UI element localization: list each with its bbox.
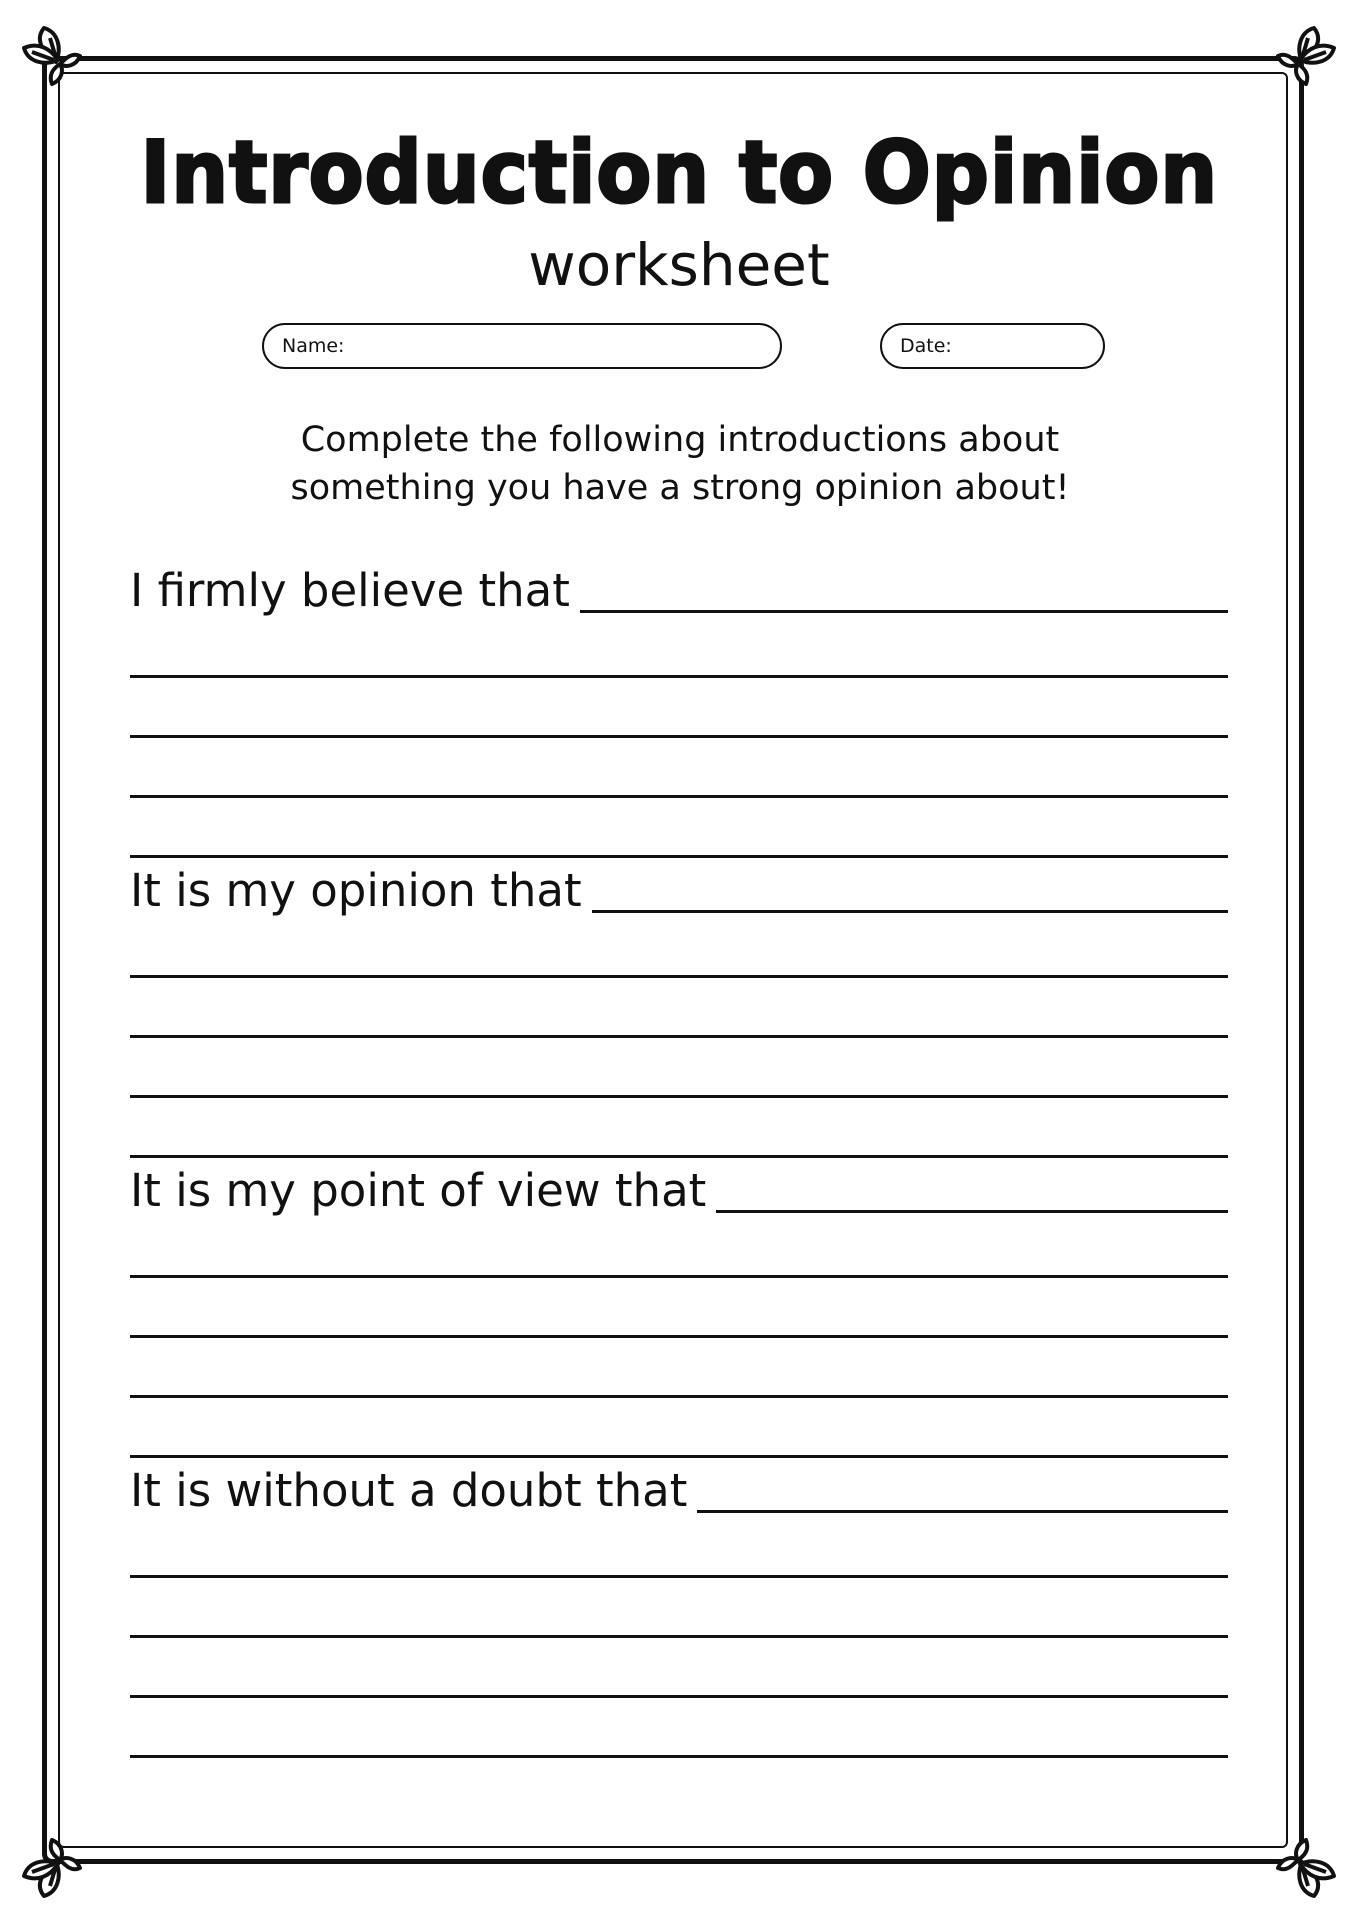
page-title-text: Introduction to Opinion [140, 123, 1218, 223]
date-field[interactable] [880, 323, 1105, 369]
instructions-line-2: something you have a strong opinion about! [290, 468, 1070, 508]
leaf-corner-icon [14, 18, 104, 108]
leaf-corner-icon [14, 1816, 104, 1906]
writing-line[interactable] [130, 1275, 1228, 1278]
prompt-label-3: It is my point of view that [130, 1168, 716, 1213]
writing-line[interactable] [130, 675, 1228, 678]
writing-line[interactable] [130, 795, 1228, 798]
writing-line[interactable] [130, 1155, 1228, 1158]
writing-line[interactable] [130, 1755, 1228, 1758]
name-field[interactable] [262, 323, 782, 369]
prompt-row-4[interactable] [130, 1465, 1228, 1525]
writing-line[interactable] [130, 975, 1228, 978]
prompt-row-3[interactable] [130, 1165, 1228, 1225]
writing-line[interactable] [130, 1035, 1228, 1038]
instructions [180, 416, 1180, 512]
page-title [0, 123, 1358, 223]
name-label: Name: [282, 335, 345, 357]
prompt-label-1: I firmly believe that [130, 568, 580, 613]
prompt-label-2: It is my opinion that [130, 868, 592, 913]
date-label: Date: [900, 335, 952, 357]
writing-line[interactable] [130, 1335, 1228, 1338]
writing-line[interactable] [130, 1695, 1228, 1698]
page-subtitle: worksheet [528, 231, 830, 299]
writing-line[interactable] [130, 855, 1228, 858]
instructions-line-1: Complete the following introductions about [300, 420, 1060, 460]
writing-line[interactable] [130, 1575, 1228, 1578]
writing-line[interactable] [130, 1395, 1228, 1398]
writing-line[interactable] [130, 1635, 1228, 1638]
prompt-label-4: It is without a doubt that [130, 1468, 697, 1513]
prompt-row-1[interactable] [130, 565, 1228, 625]
leaf-corner-icon [1254, 18, 1344, 108]
prompt-row-2[interactable] [130, 865, 1228, 925]
leaf-corner-icon [1254, 1816, 1344, 1906]
writing-line[interactable] [130, 1095, 1228, 1098]
writing-line[interactable] [130, 735, 1228, 738]
writing-line[interactable] [130, 1455, 1228, 1458]
